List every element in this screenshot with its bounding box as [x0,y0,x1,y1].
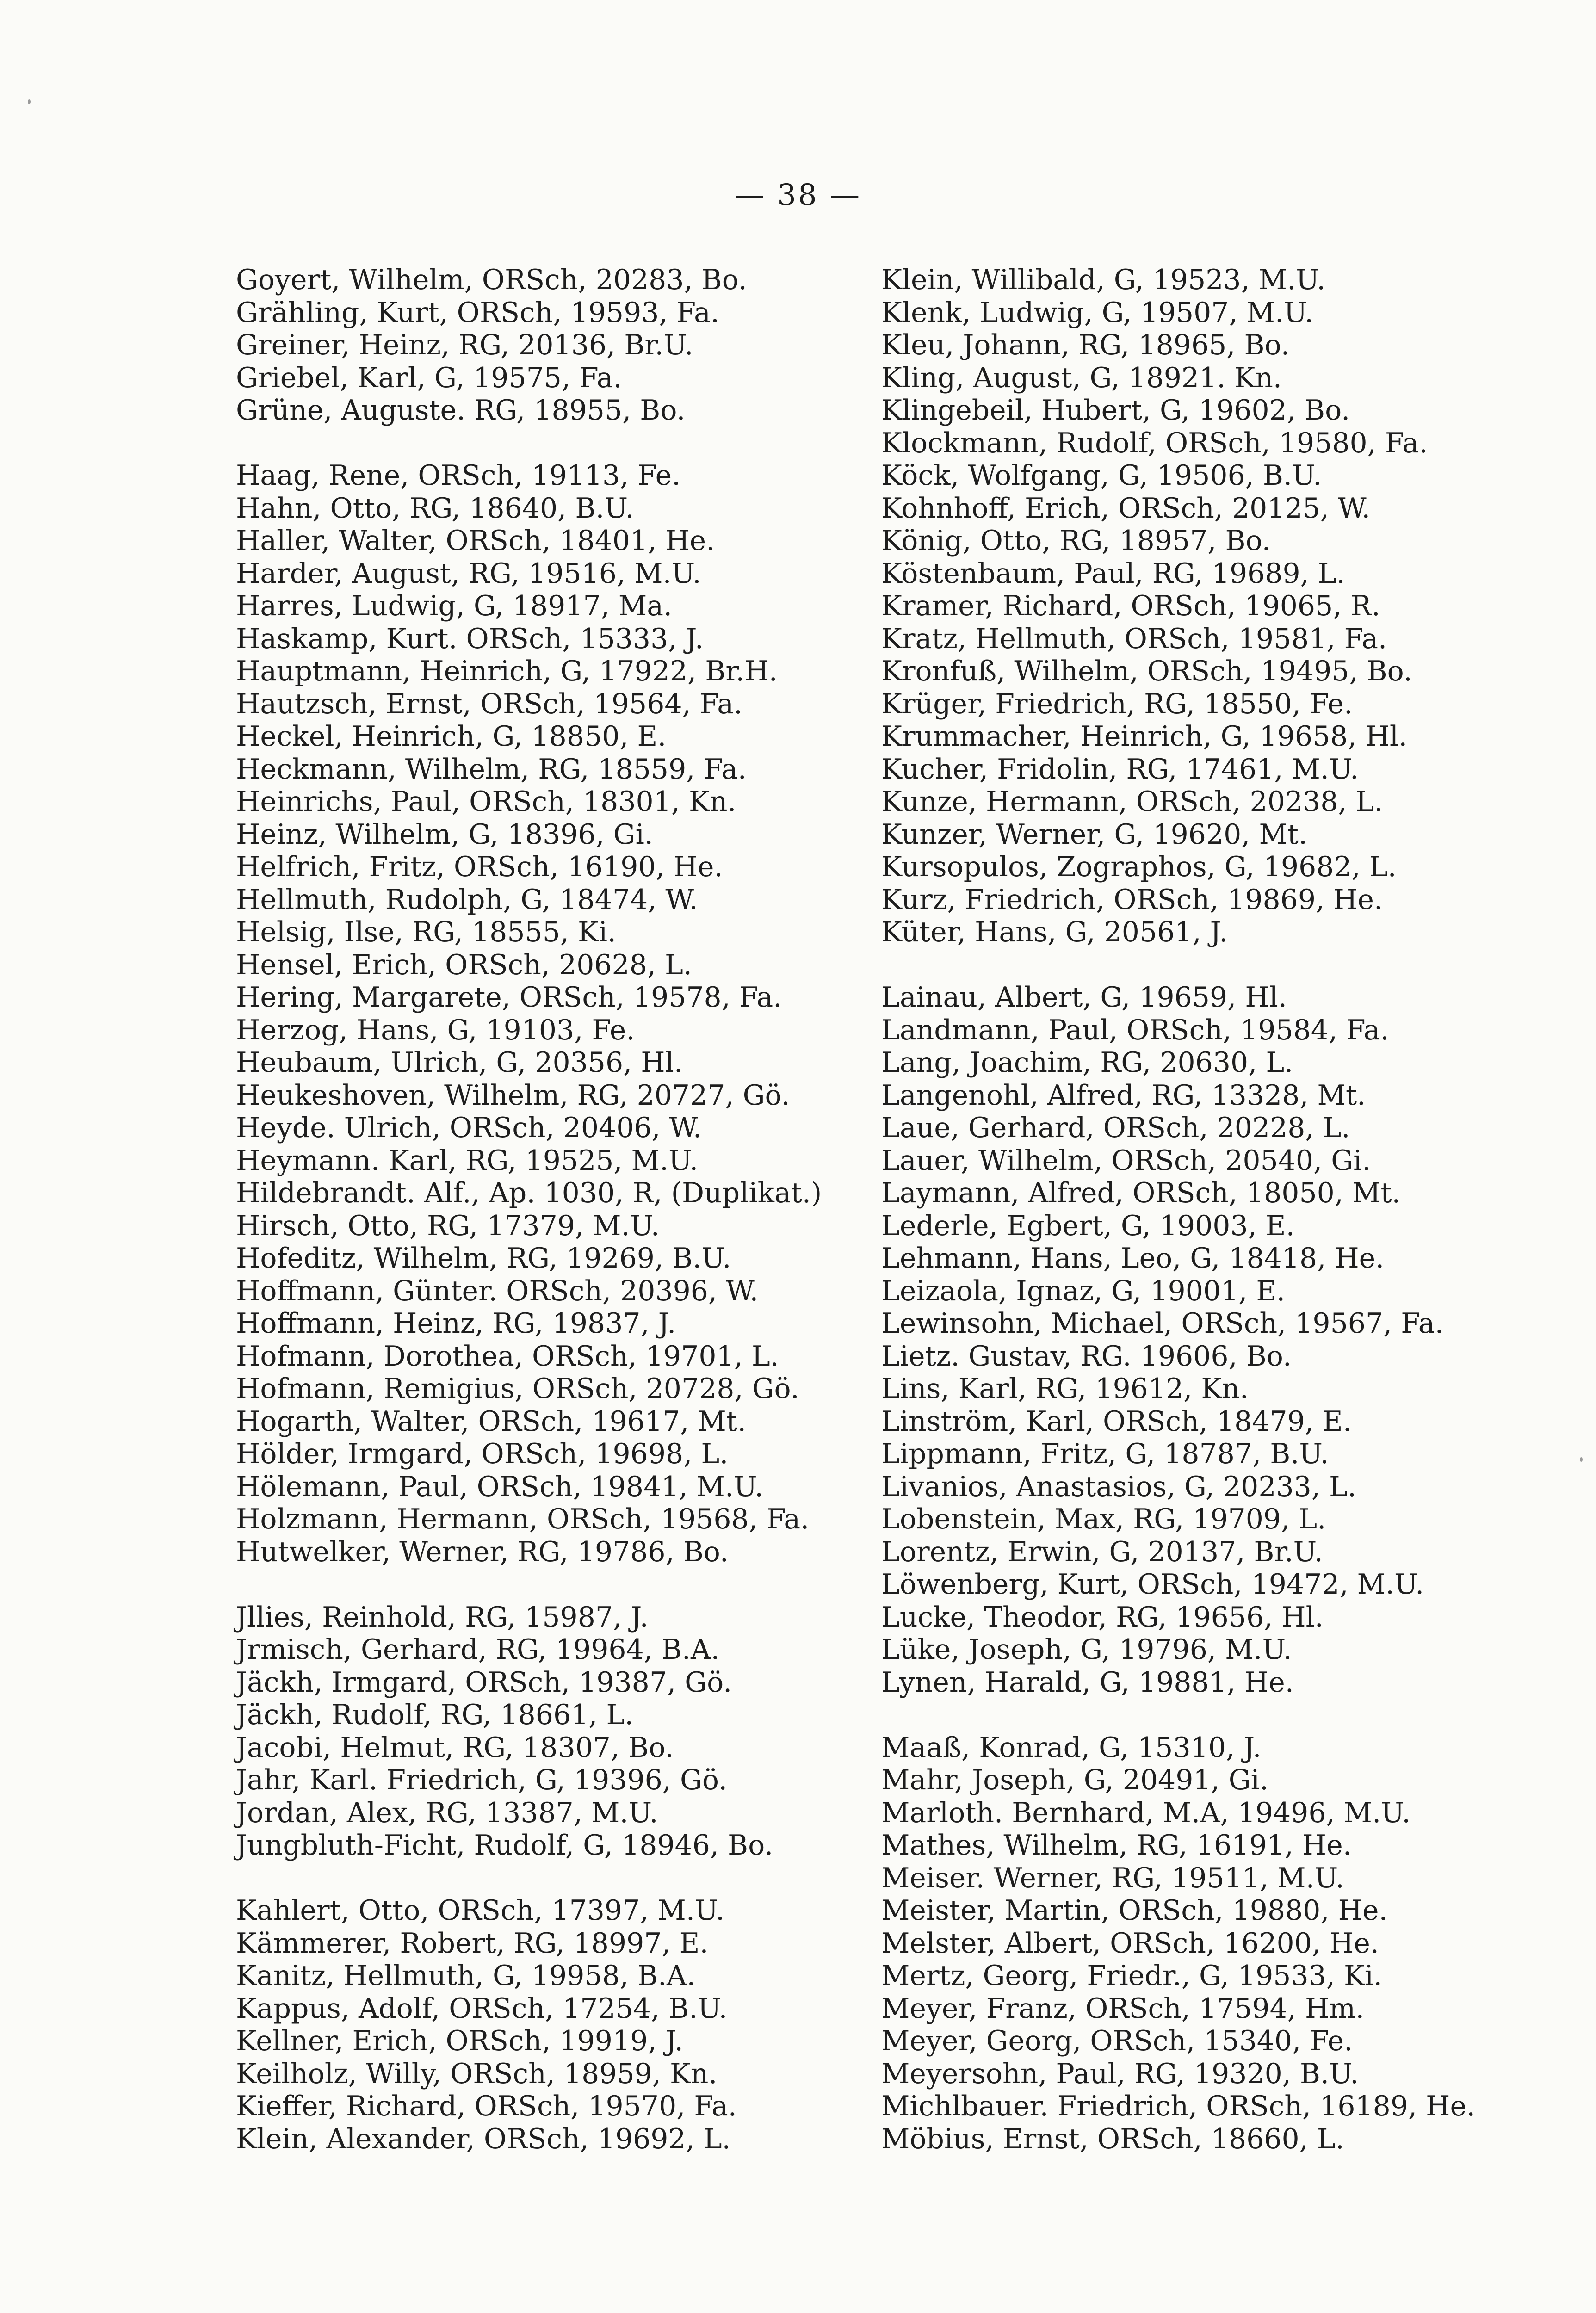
list-item: Jäckh, Rudolf, RG, 18661, L. [236,1699,634,1731]
list-item: Löwenberg, Kurt, ORSch, 19472, M.U. [881,1568,1424,1601]
list-item: Grüne, Auguste. RG, 18955, Bo. [236,394,686,427]
list-item: Hofmann, Dorothea, ORSch, 19701, L. [236,1340,779,1373]
list-item: Jahr, Karl. Friedrich, G, 19396, Gö. [236,1764,728,1796]
list-item: Mahr, Joseph, G, 20491, Gi. [881,1764,1268,1796]
list-item: Hellmuth, Rudolph, G, 18474, W. [236,883,698,916]
list-item: Greiner, Heinz, RG, 20136, Br.U. [236,329,693,361]
paper-speck [1580,1457,1583,1462]
list-item: Kurz, Friedrich, ORSch, 19869, He. [881,883,1383,916]
list-item: Klingebeil, Hubert, G, 19602, Bo. [881,394,1350,427]
list-item: Kieffer, Richard, ORSch, 19570, Fa. [236,2090,737,2122]
list-item: Jäckh, Irmgard, ORSch, 19387, Gö. [236,1666,732,1699]
list-item: Hofmann, Remigius, ORSch, 20728, Gö. [236,1373,799,1405]
list-item: Lang, Joachim, RG, 20630, L. [881,1046,1293,1079]
list-item: Hölemann, Paul, ORSch, 19841, M.U. [236,1470,764,1503]
list-item: Lüke, Joseph, G, 19796, M.U. [881,1633,1292,1666]
list-item: Heymann. Karl, RG, 19525, M.U. [236,1144,699,1177]
list-item: Lins, Karl, RG, 19612, Kn. [881,1373,1249,1405]
list-item: Mathes, Wilhelm, RG, 16191, He. [881,1829,1352,1862]
list-item: Kratz, Hellmuth, ORSch, 19581, Fa. [881,622,1387,655]
section-gap [881,1699,1510,1732]
list-item: Klein, Alexander, ORSch, 19692, L. [236,2122,731,2155]
list-item: Laue, Gerhard, ORSch, 20228, L. [881,1112,1350,1144]
list-item: Kämmerer, Robert, RG, 18997, E. [236,1927,709,1960]
list-item: Krummacher, Heinrich, G, 19658, Hl. [881,720,1408,753]
list-item: Lippmann, Fritz, G, 18787, B.U. [881,1438,1329,1470]
section-gap [236,1568,851,1601]
list-item: Heckel, Heinrich, G, 18850, E. [236,720,667,753]
list-item: Lewinsohn, Michael, ORSch, 19567, Fa. [881,1307,1444,1340]
list-item: Krüger, Friedrich, RG, 18550, Fe. [881,687,1353,720]
list-item: Meister, Martin, ORSch, 19880, He. [881,1894,1388,1927]
section-gap [881,949,1510,982]
list-item: Heubaum, Ulrich, G, 20356, Hl. [236,1046,683,1079]
list-item: Helfrich, Fritz, ORSch, 16190, He. [236,851,723,883]
list-item: Landmann, Paul, ORSch, 19584, Fa. [881,1014,1389,1046]
list-item: Kunze, Hermann, ORSch, 20238, L. [881,785,1383,818]
list-item: Livanios, Anastasios, G, 20233, L. [881,1470,1356,1503]
left-column [236,264,851,2155]
list-item: Lucke, Theodor, RG, 19656, Hl. [881,1601,1324,1633]
list-item: Langenohl, Alfred, RG, 13328, Mt. [881,1079,1366,1112]
list-item: Heckmann, Wilhelm, RG, 18559, Fa. [236,753,747,785]
list-item: Kanitz, Hellmuth, G, 19958, B.A. [236,1960,696,1992]
list-item: Köstenbaum, Paul, RG, 19689, L. [881,557,1345,590]
list-item: Hahn, Otto, RG, 18640, B.U. [236,492,634,525]
list-item: Haskamp, Kurt. ORSch, 15333, J. [236,622,704,655]
list-item: Kellner, Erich, ORSch, 19919, J. [236,2025,683,2057]
section-gap [236,1862,851,1895]
list-item: Meyer, Georg, ORSch, 15340, Fe. [881,2025,1353,2057]
list-item: Michlbauer. Friedrich, ORSch, 16189, He. [881,2090,1476,2122]
list-item: Hildebrandt. Alf., Ap. 1030, R, (Duplikat.) [236,1177,822,1209]
list-item: Kleu, Johann, RG, 18965, Bo. [881,329,1290,361]
list-item: Heinrichs, Paul, ORSch, 18301, Kn. [236,785,736,818]
list-item: Hofeditz, Wilhelm, RG, 19269, B.U. [236,1242,731,1274]
list-item: Köck, Wolfgang, G, 19506, B.U. [881,459,1322,492]
list-item: Hensel, Erich, ORSch, 20628, L. [236,948,692,981]
list-item: Heyde. Ulrich, ORSch, 20406, W. [236,1112,702,1144]
list-item: Helsig, Ilse, RG, 18555, Ki. [236,916,617,948]
list-item: Klockmann, Rudolf, ORSch, 19580, Fa. [881,427,1428,459]
list-item: Hoffmann, Günter. ORSch, 20396, W. [236,1274,759,1307]
list-item: Harres, Ludwig, G, 18917, Ma. [236,590,673,622]
list-item: Heinz, Wilhelm, G, 18396, Gi. [236,818,653,851]
list-item: Grähling, Kurt, ORSch, 19593, Fa. [236,296,719,329]
list-item: Hutwelker, Werner, RG, 19786, Bo. [236,1535,729,1568]
list-item: Jacobi, Helmut, RG, 18307, Bo. [236,1731,674,1764]
list-item: Kronfuß, Wilhelm, ORSch, 19495, Bo. [881,655,1412,687]
list-item: König, Otto, RG, 18957, Bo. [881,525,1271,557]
list-item: Keilholz, Willy, ORSch, 18959, Kn. [236,2057,718,2090]
list-item: Goyert, Wilhelm, ORSch, 20283, Bo. [236,264,747,296]
list-item: Herzog, Hans, G, 19103, Fe. [236,1014,635,1046]
list-item: Kohnhoff, Erich, ORSch, 20125, W. [881,492,1371,525]
list-item: Laymann, Alfred, ORSch, 18050, Mt. [881,1177,1401,1209]
list-item: Kling, August, G, 18921. Kn. [881,361,1282,394]
list-item: Meyer, Franz, ORSch, 17594, Hm. [881,1992,1365,2025]
list-item: Klein, Willibald, G, 19523, M.U. [881,264,1326,296]
list-item: Lederle, Egbert, G, 19003, E. [881,1209,1295,1242]
list-item: Lynen, Harald, G, 19881, He. [881,1666,1294,1699]
list-item: Möbius, Ernst, ORSch, 18660, L. [881,2122,1344,2155]
list-item: Meyersohn, Paul, RG, 19320, B.U. [881,2057,1359,2090]
list-item: Linström, Karl, ORSch, 18479, E. [881,1405,1352,1438]
list-item: Melster, Albert, ORSch, 16200, He. [881,1927,1379,1960]
list-item: Leizaola, Ignaz, G, 19001, E. [881,1274,1286,1307]
list-item: Hogarth, Walter, ORSch, 19617, Mt. [236,1405,746,1438]
list-item: Kramer, Richard, ORSch, 19065, R. [881,590,1380,622]
list-item: Hirsch, Otto, RG, 17379, M.U. [236,1209,660,1242]
list-item: Hering, Margarete, ORSch, 19578, Fa. [236,981,782,1014]
list-item: Lorentz, Erwin, G, 20137, Br.U. [881,1535,1323,1568]
list-item: Jrmisch, Gerhard, RG, 19964, B.A. [236,1633,720,1666]
list-item: Hautzsch, Ernst, ORSch, 19564, Fa. [236,687,743,720]
list-item: Lehmann, Hans, Leo, G, 18418, He. [881,1242,1385,1274]
list-item: Holzmann, Hermann, ORSch, 19568, Fa. [236,1503,810,1535]
list-item: Jungbluth-Ficht, Rudolf, G, 18946, Bo. [236,1829,773,1862]
list-item: Jordan, Alex, RG, 13387, M.U. [236,1796,658,1829]
list-item: Haag, Rene, ORSch, 19113, Fe. [236,459,681,492]
list-item: Kappus, Adolf, ORSch, 17254, B.U. [236,1992,728,2025]
right-column [881,264,1510,2155]
list-item: Lainau, Albert, G, 19659, Hl. [881,981,1287,1014]
list-item: Meiser. Werner, RG, 19511, M.U. [881,1862,1344,1894]
list-item: Jllies, Reinhold, RG, 15987, J. [236,1601,649,1633]
list-item: Kucher, Fridolin, RG, 17461, M.U. [881,753,1359,785]
list-item: Hauptmann, Heinrich, G, 17922, Br.H. [236,655,778,687]
section-gap [236,427,851,460]
list-item: Kursopulos, Zographos, G, 19682, L. [881,851,1397,883]
list-item: Heukeshoven, Wilhelm, RG, 20727, Gö. [236,1079,790,1112]
list-item: Haller, Walter, ORSch, 18401, He. [236,525,715,557]
list-item: Kahlert, Otto, ORSch, 17397, M.U. [236,1894,725,1927]
list-item: Lauer, Wilhelm, ORSch, 20540, Gi. [881,1144,1371,1177]
paper-speck [28,99,31,104]
list-item: Marloth. Bernhard, M.A, 19496, M.U. [881,1796,1411,1829]
list-item: Harder, August, RG, 19516, M.U. [236,557,701,590]
list-item: Hoffmann, Heinz, RG, 19837, J. [236,1307,676,1340]
page-number: — 38 — [734,178,862,212]
list-item: Kunzer, Werner, G, 19620, Mt. [881,818,1308,851]
list-item: Lietz. Gustav, RG. 19606, Bo. [881,1340,1292,1373]
list-item: Griebel, Karl, G, 19575, Fa. [236,361,622,394]
list-item: Lobenstein, Max, RG, 19709, L. [881,1503,1326,1535]
list-item: Maaß, Konrad, G, 15310, J. [881,1731,1262,1764]
list-item: Mertz, Georg, Friedr., G, 19533, Ki. [881,1960,1383,1992]
list-item: Küter, Hans, G, 20561, J. [881,916,1228,948]
list-item: Hölder, Irmgard, ORSch, 19698, L. [236,1438,729,1470]
list-item: Klenk, Ludwig, G, 19507, M.U. [881,296,1314,329]
